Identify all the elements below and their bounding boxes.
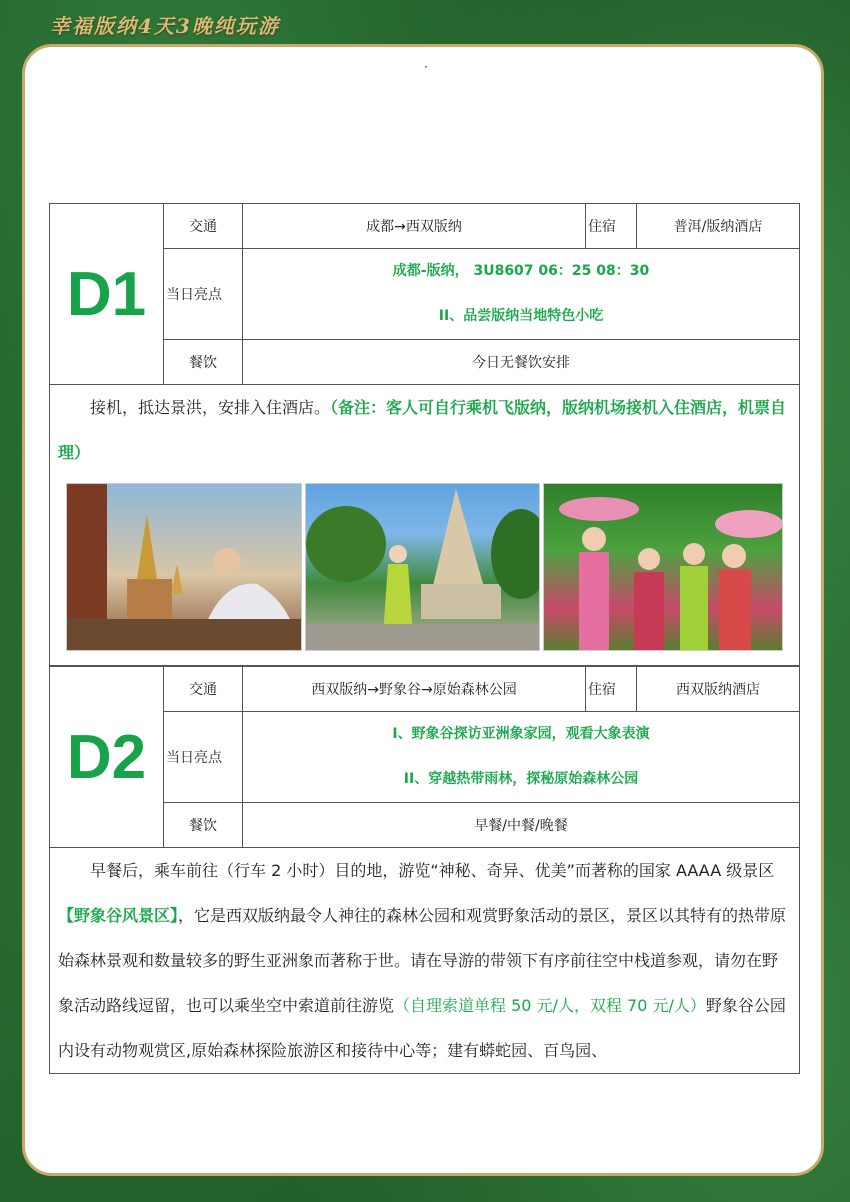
day2-description-cell [50,848,800,1074]
day2-meal-value: 早餐/中餐/晚餐 [243,803,800,848]
day1-desc-note: （备注：客人可自行乘机飞版纳，版纳机场接机入住酒店，机票自理） [58,398,787,462]
page-dot: · [424,60,428,74]
day1-highlight-label: 当日亮点 [164,249,243,340]
day1-photo-strip [50,475,799,665]
day1-transport-label: 交通 [164,204,243,249]
day2-description [50,848,799,1073]
day1-lodging-value: 普洱/版纳酒店 [637,204,800,249]
day2-transport-value: 西双版纳→野象谷→原始森林公园 [243,667,586,712]
day1-table [49,203,800,666]
day1-highlights [243,249,800,340]
day1-transport-value: 成都→西双版纳 [243,204,586,249]
day2-lodging-value: 西双版纳酒店 [637,667,800,712]
day1-badge: D1 [50,204,164,385]
day2-table [49,666,800,1074]
day2-highlight-label: 当日亮点 [164,712,243,803]
day2-desc-part1: 早餐后，乘车前往（行车 2 小时）目的地，游览“神秘、奇异、优美”而著称的国家 AAAA 级景区 [90,861,775,880]
brand-title: 幸福版纳4天3晚纯玩游 [50,14,280,38]
day2-highlights [243,712,800,803]
day1-meal-value: 今日无餐饮安排 [243,340,800,385]
day2-meal-label: 餐饮 [164,803,243,848]
day1-description-cell [50,385,800,666]
temple-lady-photo [305,483,541,651]
day1-highlight-2: II、品尝版纳当地特色小吃 [438,308,604,324]
day2-highlight-1: I、野象谷探访亚洲象家园，观看大象表演 [392,726,650,742]
day1-description [50,385,799,475]
day1-desc-text: 接机，抵达景洪，安排入住酒店。 [90,398,331,417]
itinerary-sheet [49,203,799,1074]
day2-desc-cable-price: （自理索道单程 50 元/人，双程 70 元/人） [394,996,706,1015]
day1-meal-label: 餐饮 [164,340,243,385]
day2-highlight-2: II、穿越热带雨林，探秘原始森林公园 [403,771,639,787]
day2-desc-scenic: 【野象谷风景区】 [58,906,179,925]
day2-lodging-label: 住宿 [586,667,637,712]
day2-desc-part3: 野象谷公园内设有动物观赏区,原始森林探险旅游区和接待中心等；建有蟒蛇园、百鸟园、 [58,996,786,1060]
dai-girls-photo [543,483,783,651]
day2-desc-part2: ，它是西双版纳最令人神往的森林公园和观赏野象活动的景区，景区以其特有的热带原始森林景观和数量较多的野生亚洲象而著称于世。请在导游的带领下有序前往空中栈道参观，请勿在野象活动路线逗留，也可以乘坐空中索道前往游览 [58,906,787,1015]
day2-transport-label: 交通 [164,667,243,712]
day1-highlight-1: 成都-版纳， 3U8607 06：25 08：30 [392,263,650,279]
day2-badge: D2 [50,667,164,848]
pagoda-woman-photo [66,483,302,651]
day1-lodging-label: 住宿 [586,204,637,249]
